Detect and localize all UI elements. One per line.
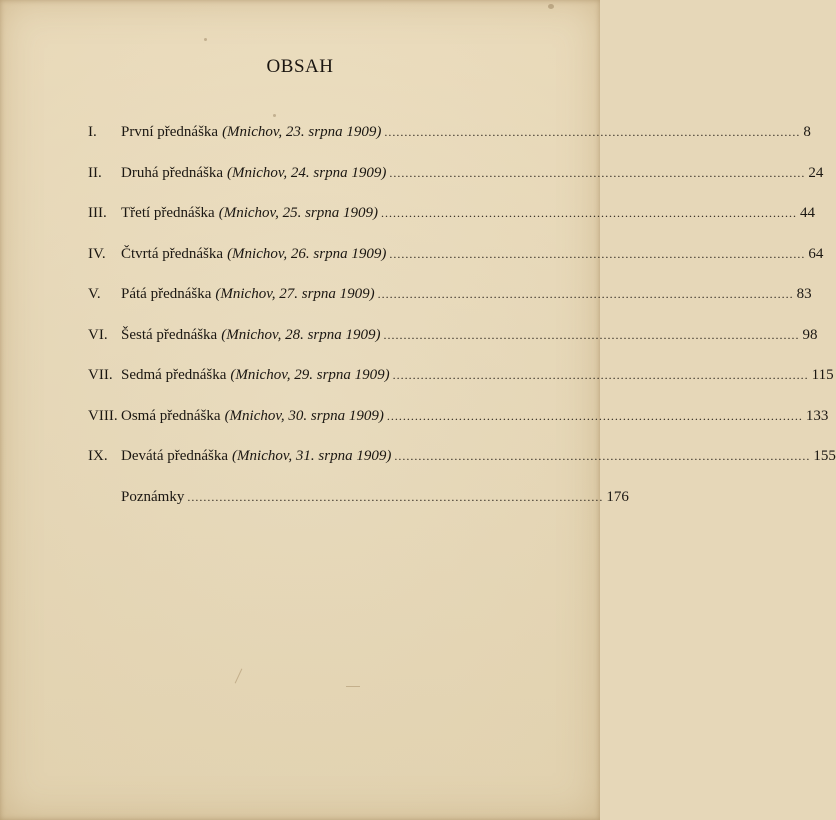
toc-entry — [121, 284, 812, 304]
page-number: 176 — [606, 488, 629, 505]
chapter-title: Čtvrtá přednáška — [121, 245, 224, 262]
page-number: 24 — [808, 164, 824, 181]
dot-leader: ........................................................................................................ — [377, 287, 794, 301]
toc-entry — [121, 365, 834, 385]
page-number: 44 — [800, 205, 815, 221]
toc-row[interactable] — [88, 284, 812, 325]
toc-row[interactable] — [88, 487, 629, 528]
chapter-numeral: VI. — [88, 326, 108, 343]
chapter-subtitle: (Mnichov, 29. srpna 1909) — [230, 367, 390, 383]
chapter-subtitle: (Mnichov, 30. srpna 1909) — [224, 407, 384, 424]
dot-leader: ........................................................................................................ — [394, 449, 811, 463]
toc-row[interactable] — [88, 163, 824, 204]
chapter-title: Pátá přednáška — [121, 286, 212, 302]
chapter-title: Druhá přednáška — [121, 164, 224, 181]
paper-speck — [273, 114, 276, 117]
chapter-subtitle: (Mnichov, 27. srpna 1909) — [215, 286, 375, 302]
dot-leader: ........................................................................................................ — [384, 125, 801, 139]
chapter-title: Devátá přednáška — [121, 448, 229, 464]
page-title: OBSAH — [266, 56, 334, 77]
chapter-title: Sedmá přednáška — [121, 367, 227, 383]
paper-speck — [204, 38, 207, 41]
chapter-subtitle: (Mnichov, 23. srpna 1909) — [222, 124, 382, 140]
chapter-subtitle: (Mnichov, 31. srpna 1909) — [232, 448, 392, 464]
chapter-subtitle: (Mnichov, 26. srpna 1909) — [227, 245, 387, 262]
paper-speck — [548, 4, 554, 9]
dot-leader: ........................................................................................................ — [386, 408, 803, 423]
chapter-numeral: V. — [88, 286, 101, 302]
page-number: 155 — [813, 448, 836, 464]
chapter-subtitle: (Mnichov, 28. srpna 1909) — [221, 326, 381, 343]
chapter-numeral: I. — [88, 124, 97, 140]
dot-leader: ........................................................................................................ — [392, 368, 809, 382]
toc-row[interactable] — [88, 446, 836, 487]
page-number: 115 — [811, 367, 834, 383]
chapter-numeral: IV. — [88, 245, 106, 262]
page-number: 98 — [802, 326, 818, 343]
dot-leader: ........................................................................................................ — [389, 165, 806, 180]
page-number: 83 — [796, 286, 812, 302]
toc-entry — [121, 487, 629, 507]
paper-scratch — [235, 669, 243, 684]
chapter-numeral: VIII. — [88, 407, 118, 424]
toc-row[interactable] — [88, 244, 824, 285]
chapter-numeral: III. — [88, 205, 107, 221]
toc-entry — [121, 446, 836, 466]
chapter-numeral: IX. — [88, 448, 108, 464]
paper-scratch — [346, 686, 360, 687]
toc-entry — [121, 406, 829, 426]
toc-entry — [121, 325, 818, 345]
toc-row[interactable] — [88, 365, 834, 406]
chapter-numeral: II. — [88, 164, 102, 181]
dot-leader: ........................................................................................................ — [389, 246, 806, 261]
chapter-subtitle: (Mnichov, 24. srpna 1909) — [227, 164, 387, 181]
toc-entry — [121, 122, 811, 142]
chapter-title: První přednáška — [121, 124, 219, 140]
toc-row[interactable] — [88, 122, 811, 163]
page-number: 8 — [803, 124, 811, 140]
toc-row[interactable] — [88, 406, 829, 447]
page-number: 133 — [805, 407, 829, 424]
toc-row[interactable] — [88, 325, 818, 366]
table-of-contents — [88, 122, 836, 527]
dot-leader: ........................................................................................................ — [383, 327, 800, 342]
dot-leader: ........................................................................................................ — [187, 489, 604, 504]
chapter-subtitle: (Mnichov, 25. srpna 1909) — [218, 205, 378, 221]
toc-entry — [121, 163, 824, 183]
toc-entry — [121, 244, 824, 264]
toc-row[interactable] — [88, 203, 815, 244]
dot-leader: ........................................................................................................ — [381, 206, 797, 220]
chapter-title: Osmá přednáška — [121, 407, 221, 424]
page-number: 64 — [808, 245, 824, 262]
notes-title: Poznámky — [121, 488, 185, 505]
chapter-title: Třetí přednáška — [121, 205, 215, 221]
chapter-numeral: VII. — [88, 367, 113, 383]
chapter-title: Šestá přednáška — [121, 326, 218, 343]
toc-entry — [121, 203, 815, 223]
